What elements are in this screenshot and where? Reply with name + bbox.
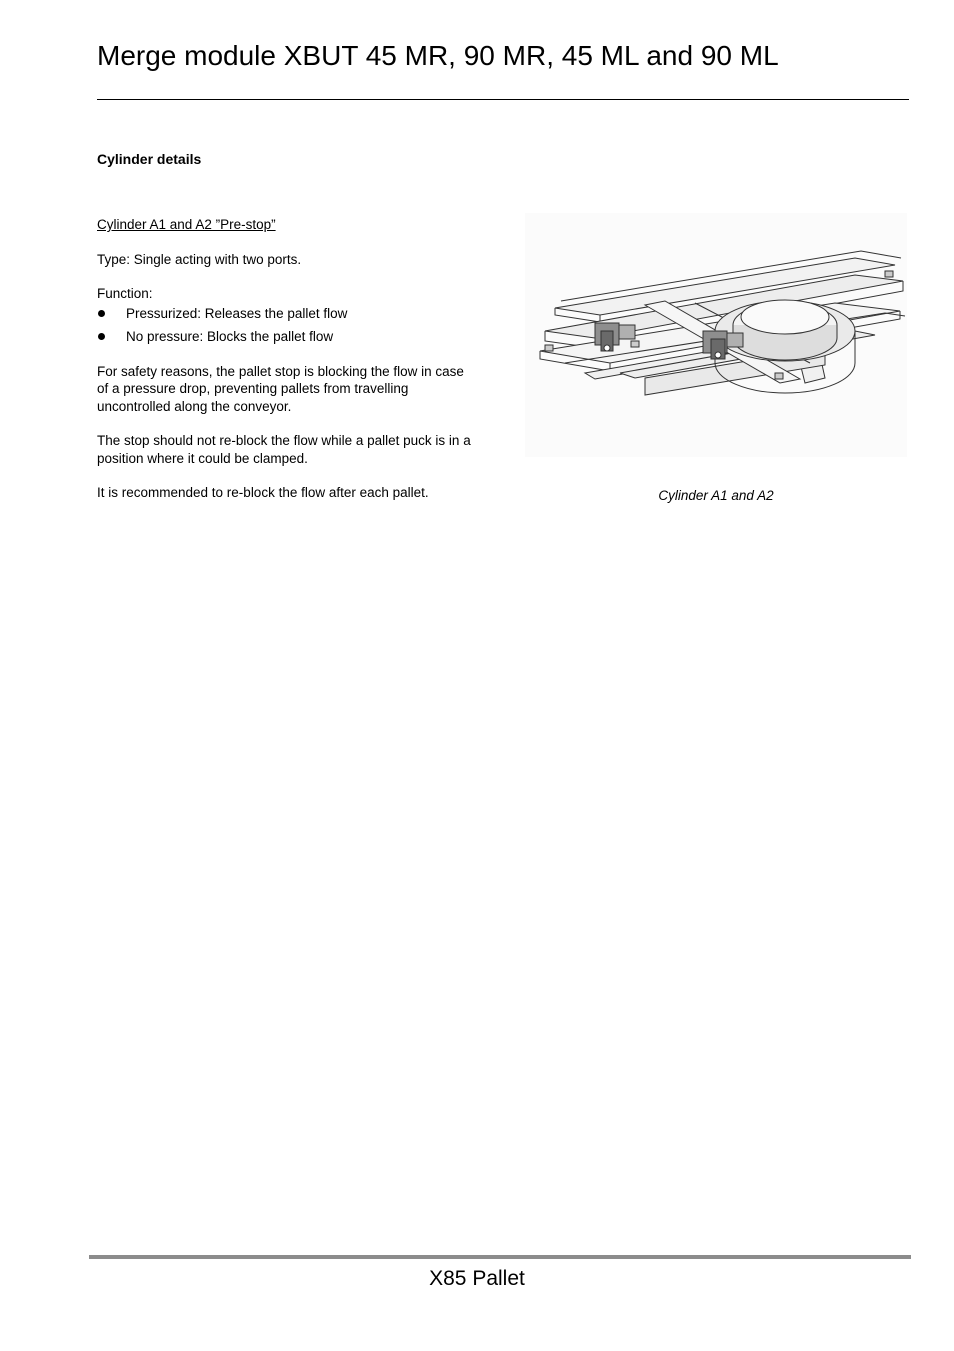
list-item-text: Pressurized: Releases the pallet flow	[126, 305, 348, 321]
footer-divider	[89, 1255, 911, 1259]
reblock-paragraph: The stop should not re-block the flow while a pallet puck is in a position where it could be clamped.	[97, 433, 471, 466]
title-divider	[97, 99, 909, 100]
type-text: Type: Single acting with two ports.	[97, 251, 302, 267]
footer-text: X85 Pallet	[429, 1267, 525, 1290]
bullet-icon	[98, 310, 105, 317]
function-list	[97, 305, 477, 346]
body-text-column	[97, 216, 477, 502]
page-title: Merge module XBUT 45 MR, 90 MR, 45 ML and 90 ML	[97, 40, 779, 71]
recommend-paragraph: It is recommended to re-block the flow after each pallet.	[97, 485, 429, 500]
list-item	[97, 305, 477, 323]
section-heading: Cylinder details	[97, 151, 202, 167]
function-label: Function:	[97, 286, 153, 301]
list-item	[97, 328, 477, 346]
figure-caption: Cylinder A1 and A2	[658, 488, 774, 503]
cylinder-figure	[525, 213, 907, 457]
safety-paragraph: For safety reasons, the pallet stop is blocking the flow in case of a pressure drop, preventing pallets from travelling uncontrolled along the conveyor.	[97, 363, 464, 414]
list-item-text: No pressure: Blocks the pallet flow	[126, 329, 334, 344]
conveyor-drawing	[525, 213, 907, 457]
cylinder-subheading: Cylinder A1 and A2 ”Pre-stop”	[97, 217, 276, 232]
bullet-icon	[98, 333, 105, 340]
